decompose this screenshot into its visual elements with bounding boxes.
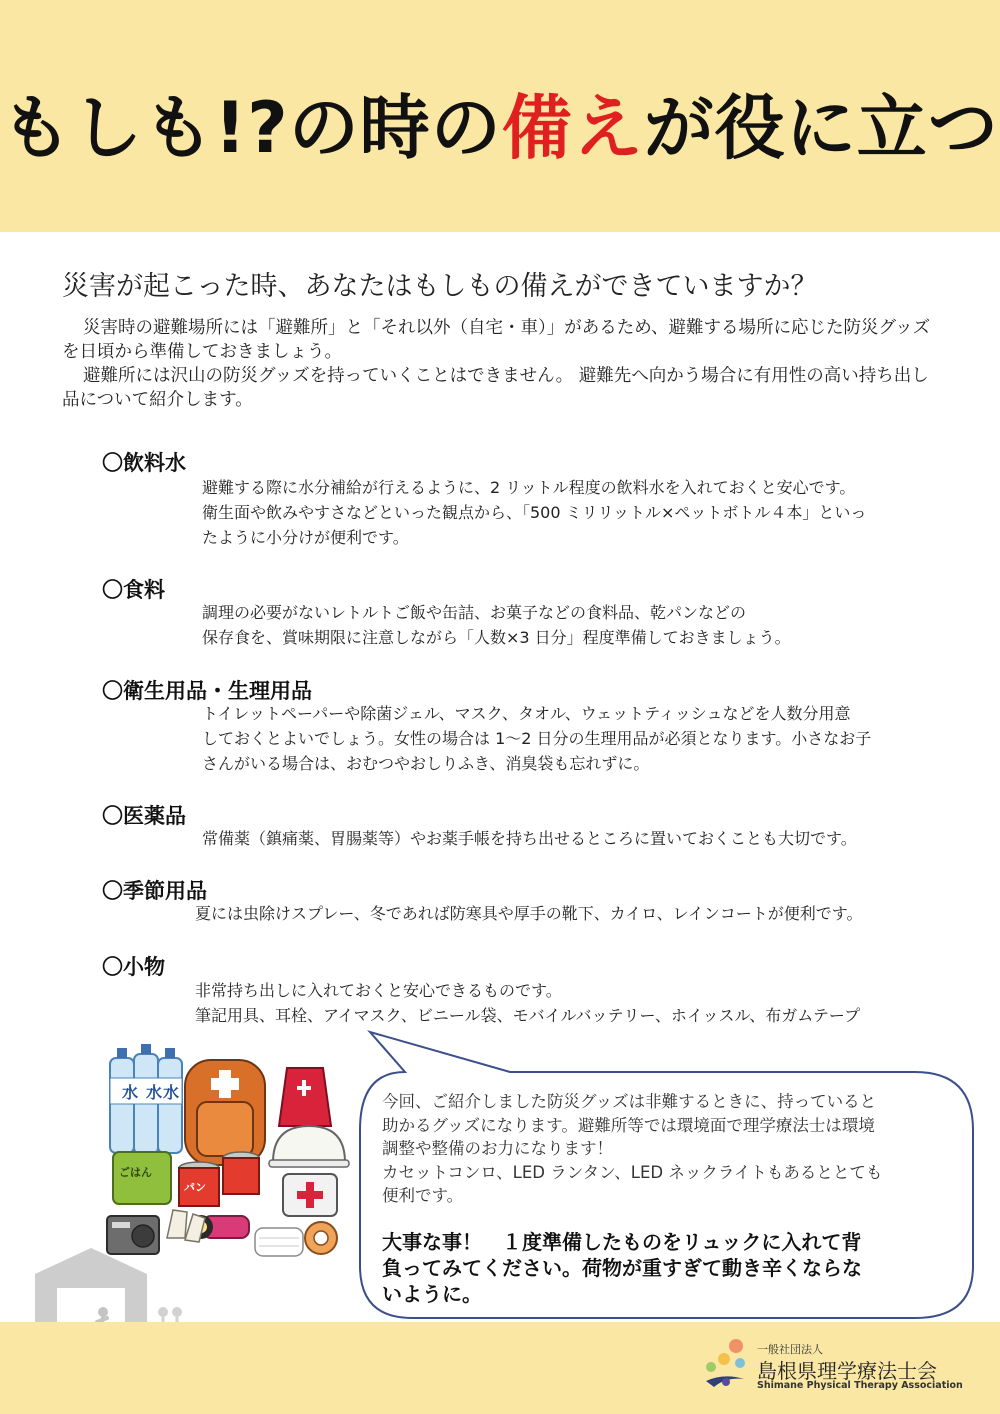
section-heading-hygiene: 〇衛生用品・生理用品 (102, 679, 312, 703)
section-line: 調理の必要がないレトルトご飯や缶詰、お菓子などの食料品、乾パンなどの (202, 603, 747, 622)
org-name-english: Shimane Physical Therapy Association (757, 1380, 963, 1391)
org-name: 島根県理学療法士会 (757, 1359, 937, 1383)
section-body-water (202, 475, 952, 550)
water-label: 水 (122, 1083, 139, 1102)
title-before: もしも!?の時の (1, 87, 502, 169)
bubble-text (382, 1090, 942, 1208)
section-line: たように小分けが便利です。 (202, 528, 409, 547)
section-line: 非常持ち出しに入れておくと安心できるものです。 (195, 981, 562, 1000)
section-heading-small-items: 〇小物 (102, 955, 165, 979)
helmet-icon (269, 1126, 349, 1167)
section-body-small-items (195, 978, 945, 1028)
water-label: 水 (146, 1083, 163, 1102)
section-heading-seasonal: 〇季節用品 (102, 879, 207, 903)
section-line: トイレットペーパーや除菌ジェル、マスク、タオル、ウェットティッシュなどを人数分用意 (202, 704, 851, 723)
title-accent: 備え (501, 87, 644, 169)
food-cans-icon (113, 1152, 259, 1206)
section-line: 筆記用具、耳栓、アイマスク、ビニール袋、モバイルバッテリー、ホイッスル、布ガムテープ (195, 1006, 861, 1025)
section-line: 常備薬（鎮痛薬、胃腸薬等）やお薬手帳を持ち出せるところに置いておくことも大切です。 (202, 829, 857, 848)
section-heading-food: 〇食料 (102, 578, 165, 602)
page-title (0, 72, 1000, 173)
subtitle: 災害が起こった時、あなたはもしもの備えができていますか？ (62, 271, 818, 302)
tape-icon (305, 1222, 337, 1254)
first-aid-kit-icon (283, 1174, 337, 1216)
section-body-medicine (202, 826, 952, 851)
section-line: 保存食を、賞味期限に注意しながら「人数×3 日分」程度準備しておきましょう。 (202, 628, 791, 647)
section-line: さんがいる場合は、おむつやおしりふき、消臭袋も忘れずに。 (202, 754, 650, 773)
section-line: 避難する際に水分補給が行えるように、2 リットル程度の飲料水を入れておくと安心です。 (202, 478, 856, 497)
rice-label: ごはん (119, 1166, 152, 1179)
section-heading-medicine: 〇医薬品 (102, 804, 186, 828)
section-line: 衛生面や飲みやすさなどといった観点から、「500 ミリリットル×ペットボトル４本」といっ (202, 503, 867, 522)
bread-label: パン (184, 1181, 206, 1194)
water-bottles-icon (110, 1044, 182, 1154)
bubble-emphasis-line: いように。 (382, 1282, 482, 1306)
bubble-emphasis-line: 大事な事！ １度準備したものをリュックに入れて背 (382, 1230, 862, 1254)
intro-paragraph: 避難所には沢山の防災グッズを持っていくことはできません。 避難先へ向かう場合に有用性の高い持ち出し品について紹介します。 (62, 366, 929, 410)
bubble-line: 調整や整備のお力になります！ (382, 1139, 613, 1158)
section-heading-water: 〇飲料水 (102, 451, 186, 475)
association-logo-icon (702, 1337, 752, 1392)
bubble-emphasis (382, 1229, 947, 1307)
bubble-line: カセットコンロ、LED ランタン、LED ネックライトもあるととても (382, 1162, 883, 1182)
intro-text (62, 316, 944, 412)
backpack-icon (185, 1060, 265, 1165)
section-body-hygiene (202, 701, 952, 776)
gloves-icon (167, 1210, 205, 1242)
emergency-bag-icon (279, 1068, 331, 1126)
section-line: しておくとよいでしょう。女性の場合は 1～2 日分の生理用品が必須となります。小さなお子 (202, 729, 872, 748)
section-line: 夏には虫除けスプレー、冬であれば防寒具や厚手の靴下、カイロ、レインコートが便利です。 (195, 904, 863, 923)
bubble-line: 便利です。 (382, 1186, 464, 1205)
org-prefix: 一般社団法人 (757, 1343, 823, 1356)
section-body-food (202, 600, 952, 650)
face-mask-icon (255, 1228, 303, 1256)
bubble-line: 今回、ご紹介しました防災グッズは非難するときに、持っていると (382, 1092, 877, 1111)
water-label: 水 (163, 1083, 180, 1102)
intro-paragraph: 災害時の避難場所には「避難所」と「それ以外（自宅・車）」があるため、避難する場所に応じた防災グッズを日頃から準備しておきましょう。 (62, 318, 931, 362)
bubble-emphasis-line: 負ってみてください。荷物が重すぎて動き辛くならな (382, 1256, 862, 1280)
emergency-goods-illustration (95, 1040, 355, 1260)
bubble-line: 助かるグッズになります。避難所等では環境面で理学療法士は環境 (382, 1115, 875, 1135)
title-after: が役に立つ (643, 87, 999, 169)
section-body-seasonal (195, 901, 945, 926)
